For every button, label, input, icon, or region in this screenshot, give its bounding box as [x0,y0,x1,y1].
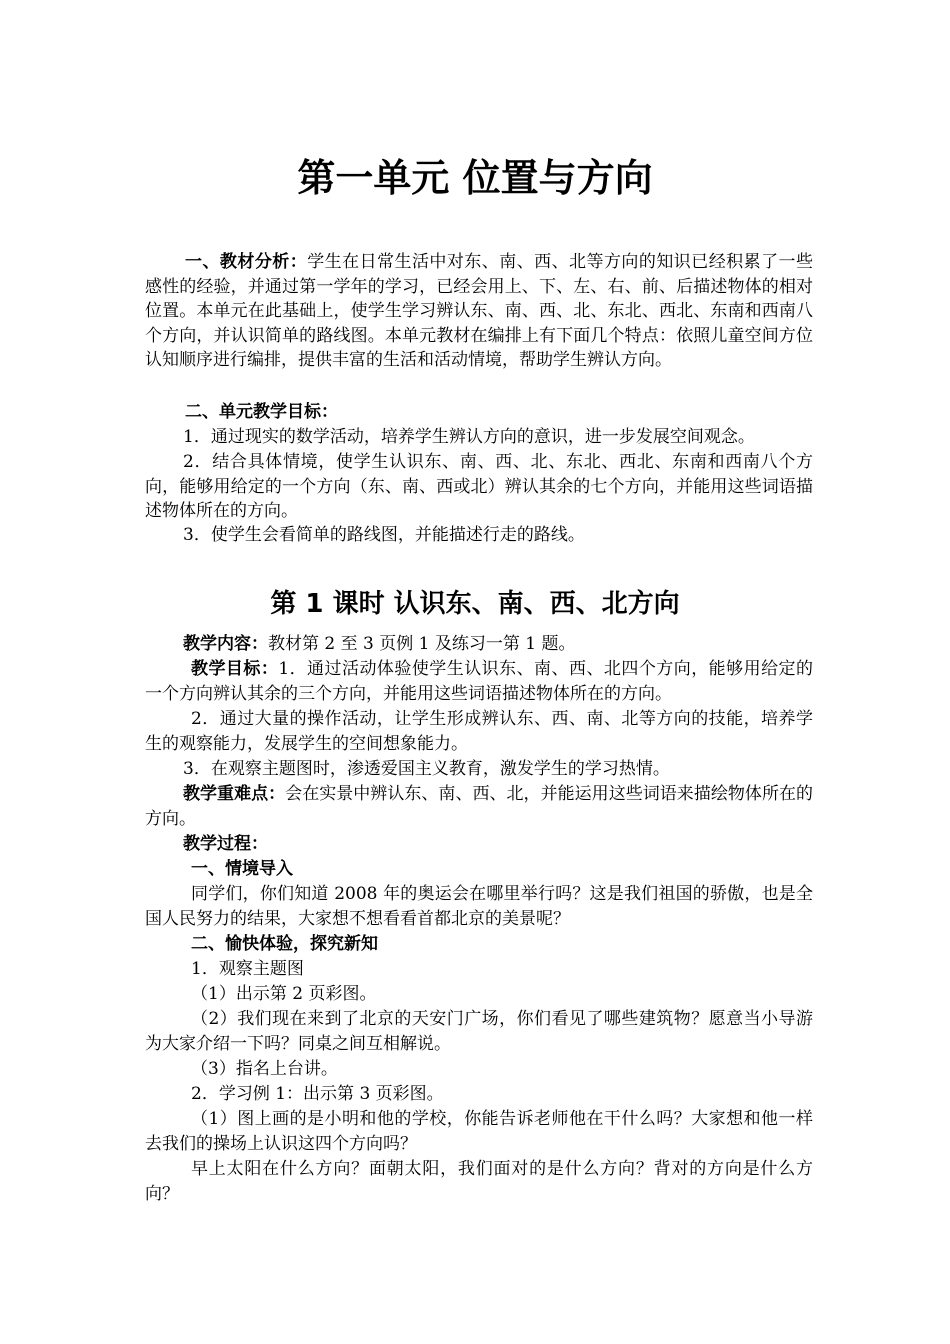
lesson-objective-3: 3．在观察主题图时，渗透爱国主义教育，激发学生的学习热情。 [183,759,670,779]
intro-paragraph: 同学们，你们知道 2008 年的奥运会在哪里举行吗？这是我们祖国的骄傲，也是全国人民努力的结果，大家想不想看看首都北京的美景呢？ [145,884,813,929]
lesson-title: 第 1 课时 认识东、南、西、北方向 [270,589,680,619]
goal-item-3: 3．使学生会看简单的路线图，并能描述行走的路线。 [183,525,585,545]
goal-item-2: 2．结合具体情境，使学生认识东、南、西、北、东北、西北、东南和西南八个方向，能够用给定的一个方向（东、南、西或北）辨认其余的七个方向，并能用这些词语描述物体所在的方向。 [145,452,813,521]
analysis-label: 一、教材分析： [185,252,308,272]
analysis-paragraph [145,250,813,373]
step-2: 2．学习例 1：出示第 3 页彩图。 [191,1084,444,1104]
lesson-content-text: 教材第 2 至 3 页例 1 及练习一第 1 题。 [268,634,576,654]
lesson-objective-1 [145,657,813,706]
lesson-objective-label: 教学目标： [191,659,279,679]
lesson-key-points [145,782,813,831]
lesson-key-label: 教学重难点： [183,784,286,804]
section-2-heading: 二、愉快体验，探究新知 [191,934,378,954]
lesson-process-heading: 教学过程： [183,834,268,854]
step-1-1: （1）出示第 2 页彩图。 [191,984,377,1004]
lesson-key-text: 会在实景中辨认东、南、西、北，并能运用这些词语来描绘物体所在的方向。 [145,784,814,829]
step-1: 1．观察主题图 [191,959,304,979]
unit-title: 第一单元 位置与方向 [297,156,653,200]
lesson-content-label: 教学内容： [183,634,268,654]
step-1-2: （2）我们现在来到了北京的天安门广场，你们看见了哪些建筑物？愿意当小导游为大家介绍一下吗？同桌之间互相解说。 [145,1009,813,1054]
analysis-text: 学生在日常生活中对东、南、西、北等方向的知识已经积累了一些感性的经验，并通过第一学年的学习，已经会用上、下、左、右、前、后描述物体的相对位置。本单元在此基础上，使学生学习辨认东、南、西、北、东北、西北、东南和西南八个方向，并认识简单的路线图。本单元教材在编排上有下面几个特点：依照儿童空间方位认知顺序进行编排，提供丰富的生活和活动情境，帮助学生辨认方向。 [145,252,814,370]
goal-item-1: 1．通过现实的数学活动，培养学生辨认方向的意识，进一步发展空间观念。 [183,427,755,447]
lesson-objective-1-text: 1．通过活动体验使学生认识东、南、西、北四个方向，能够用给定的一个方向辨认其余的三个方向，并能用这些词语描述物体所在的方向。 [145,659,813,704]
lesson-objective-2: 2．通过大量的操作活动，让学生形成辨认东、西、南、北等方向的技能，培养学生的观察能力，发展学生的空间想象能力。 [145,709,813,754]
lesson-content [145,632,813,657]
section-1-heading: 一、情境导入 [191,859,293,879]
step-1-3: （3）指名上台讲。 [191,1059,338,1079]
step-2-1: （1）图上画的是小明和他的学校，你能告诉老师他在干什么吗？大家想和他一样去我们的操场上认识这四个方向吗？ [145,1109,813,1154]
step-2-2: 早上太阳在什么方向？面朝太阳，我们面对的是什么方向？背对的方向是什么方向？ [145,1159,813,1204]
goals-heading: 二、单元教学目标： [185,402,338,422]
